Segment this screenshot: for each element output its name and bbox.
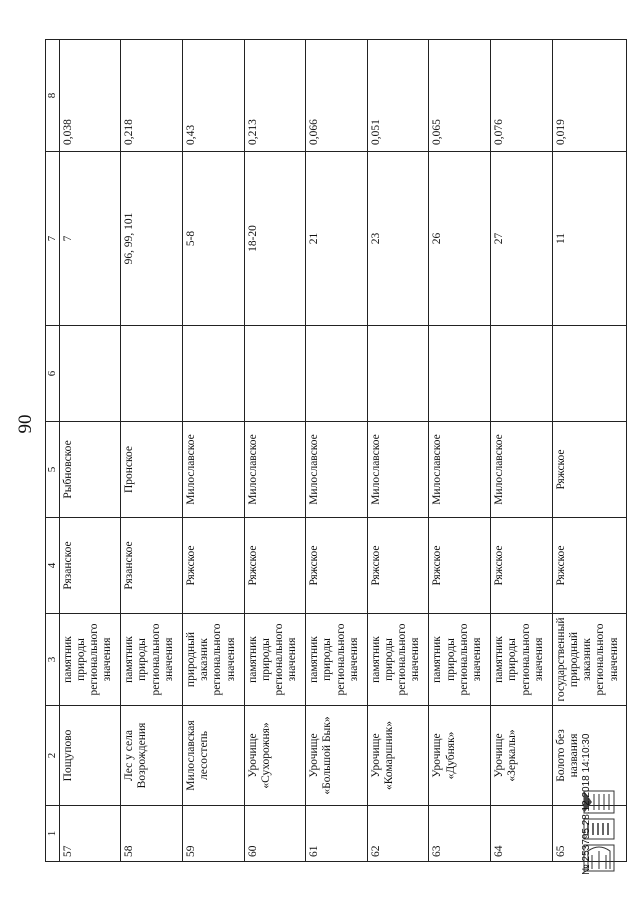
row-number-cell: 59: [182, 806, 244, 862]
object-name-cell: Урочище «Большой Бык»: [306, 706, 368, 806]
local-forestry-cell: Милославское: [244, 422, 306, 518]
local-forestry-cell: Милославское: [306, 422, 368, 518]
local-forestry-cell: Милославское: [429, 422, 491, 518]
header-cell: 2: [46, 706, 60, 806]
quarters-cell: 7: [59, 152, 121, 326]
category-cell: государственный природный заказник регионального значения: [552, 614, 626, 706]
table-row: [244, 40, 306, 862]
local-forestry-cell: Ряжское: [552, 422, 626, 518]
column-6-cell: [182, 326, 244, 422]
area-cell: 0,038: [59, 40, 121, 152]
object-name-cell: Урочище «Зеркалы»: [491, 706, 553, 806]
table-row: [491, 40, 553, 862]
table-row: [306, 40, 368, 862]
quarters-cell: 5-8: [182, 152, 244, 326]
header-cell: 4: [46, 518, 60, 614]
table-row: [121, 40, 183, 862]
table-row: [367, 40, 429, 862]
row-number-cell: 60: [244, 806, 306, 862]
quarters-cell: 26: [429, 152, 491, 326]
quarters-cell: 18-20: [244, 152, 306, 326]
area-cell: 0,218: [121, 40, 183, 152]
area-cell: 0,019: [552, 40, 626, 152]
page-number: 90: [15, 414, 36, 434]
stamp-number-datetime: № 253795 28.12.2018 14:10:30: [581, 733, 592, 875]
column-6-cell: [306, 326, 368, 422]
quarters-cell: 27: [491, 152, 553, 326]
table-row: [429, 40, 491, 862]
quarters-cell: 11: [552, 152, 626, 326]
category-cell: памятник природы регионального значения: [429, 614, 491, 706]
category-cell: природный заказник регионального значения: [182, 614, 244, 706]
local-forestry-cell: Милославское: [182, 422, 244, 518]
column-6-cell: [552, 326, 626, 422]
object-name-cell: Урочище «Дубняк»: [429, 706, 491, 806]
local-forestry-cell: Милославское: [367, 422, 429, 518]
district-forestry-cell: Рязанское: [121, 518, 183, 614]
column-6-cell: [491, 326, 553, 422]
header-cell: 3: [46, 614, 60, 706]
category-cell: памятник природы регионального значения: [367, 614, 429, 706]
area-cell: 0,051: [367, 40, 429, 152]
forest-areas-table: [45, 39, 627, 862]
column-6-cell: [121, 326, 183, 422]
row-number-cell: 64: [491, 806, 553, 862]
object-name-cell: Урочище «Комаршник»: [367, 706, 429, 806]
row-number-cell: 63: [429, 806, 491, 862]
row-number-cell: 61: [306, 806, 368, 862]
table-row: [59, 40, 121, 862]
area-cell: 0,066: [306, 40, 368, 152]
header-cell: 5: [46, 422, 60, 518]
quarters-cell: 21: [306, 152, 368, 326]
electronic-signature-stamp: [580, 733, 620, 875]
area-cell: 0,076: [491, 40, 553, 152]
row-number-cell: 57: [59, 806, 121, 862]
category-cell: памятник природы регионального значения: [244, 614, 306, 706]
quarters-cell: 23: [367, 152, 429, 326]
district-forestry-cell: Рязанское: [59, 518, 121, 614]
local-forestry-cell: Пронское: [121, 422, 183, 518]
district-forestry-cell: Ряжское: [491, 518, 553, 614]
area-cell: 0,43: [182, 40, 244, 152]
district-forestry-cell: Ряжское: [552, 518, 626, 614]
object-name-cell: Урочище «Сухорожня»: [244, 706, 306, 806]
rotated-table-wrapper: [45, 40, 627, 862]
table-container: [45, 40, 627, 862]
column-6-cell: [429, 326, 491, 422]
object-name-cell: Лес у села Возрождения: [121, 706, 183, 806]
header-cell: 1: [46, 806, 60, 862]
column-6-cell: [367, 326, 429, 422]
header-cell: 6: [46, 326, 60, 422]
object-name-cell: Болото без названия: [552, 706, 626, 806]
category-cell: памятник природы регионального значения: [306, 614, 368, 706]
header-cell: 8: [46, 40, 60, 152]
category-cell: памятник природы регионального значения: [59, 614, 121, 706]
local-forestry-cell: Рыбновское: [59, 422, 121, 518]
object-name-cell: Пощупово: [59, 706, 121, 806]
table-row: [182, 40, 244, 862]
object-name-cell: Милославская лесостепь: [182, 706, 244, 806]
district-forestry-cell: Ряжское: [244, 518, 306, 614]
row-number-cell: 58: [121, 806, 183, 862]
district-forestry-cell: Ряжское: [429, 518, 491, 614]
row-number-cell: 65: [552, 806, 626, 862]
area-cell: 0,065: [429, 40, 491, 152]
column-6-cell: [59, 326, 121, 422]
header-cell: 7: [46, 152, 60, 326]
district-forestry-cell: Ряжское: [306, 518, 368, 614]
quarters-cell: 96, 99, 101: [121, 152, 183, 326]
category-cell: памятник природы регионального значения: [121, 614, 183, 706]
column-6-cell: [244, 326, 306, 422]
table-body: [46, 40, 627, 862]
category-cell: памятник природы регионального значения: [491, 614, 553, 706]
district-forestry-cell: Ряжское: [182, 518, 244, 614]
table-header-row: [46, 40, 60, 862]
area-cell: 0,213: [244, 40, 306, 152]
row-number-cell: 62: [367, 806, 429, 862]
local-forestry-cell: Милославское: [491, 422, 553, 518]
district-forestry-cell: Ряжское: [367, 518, 429, 614]
